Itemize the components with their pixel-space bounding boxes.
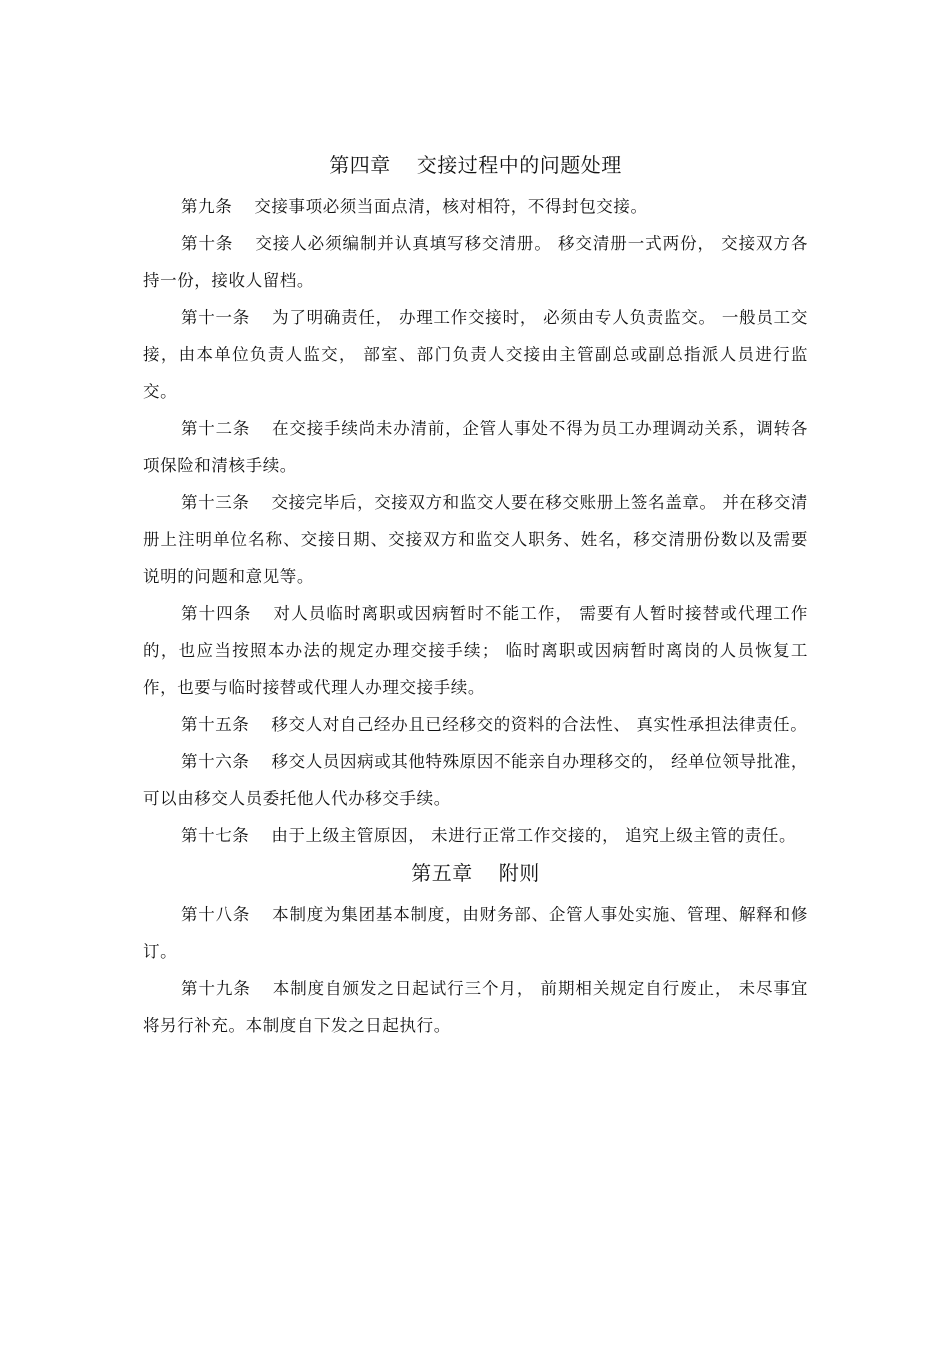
article-text: 交接完毕后，交接双方和监交人要在移交账册上签名盖章。 并在移交清册上注明单位名称、交接日期、交接双方和监交人职务、姓名，移交清册份数以及需要说明的问题和意见等。 bbox=[143, 493, 808, 586]
article-number: 第十九条 bbox=[181, 979, 251, 998]
article-text: 为了明确责任， 办理工作交接时， 必须由专人负责监交。 一般员工交接，由本单位负责人监交， 部室、部门负责人交接由主管副总或副总指派人员进行监交。 bbox=[143, 308, 808, 401]
article-number: 第十八条 bbox=[181, 905, 251, 924]
chapter-5-number: 第五章 bbox=[411, 861, 473, 885]
article-number: 第十六条 bbox=[181, 752, 250, 771]
article-text: 本制度为集团基本制度，由财务部、企管人事处实施、管理、解释和修订。 bbox=[143, 905, 808, 961]
article-number: 第十四条 bbox=[181, 604, 252, 623]
chapter-5-title bbox=[143, 856, 808, 890]
article-text: 移交人员因病或其他特殊原因不能亲自办理移交的， 经单位领导批准，可以由移交人员委托他人代办移交手续。 bbox=[143, 752, 808, 808]
article-15 bbox=[143, 706, 808, 743]
article-9 bbox=[143, 188, 808, 225]
article-text: 由于上级主管原因， 未进行正常工作交接的， 追究上级主管的责任。 bbox=[271, 826, 797, 845]
document-body bbox=[143, 148, 808, 1044]
chapter-4-number: 第四章 bbox=[329, 153, 391, 177]
article-text: 移交人对自己经办且已经移交的资料的合法性、 真实性承担法律责任。 bbox=[271, 715, 808, 734]
article-number: 第十三条 bbox=[181, 493, 250, 512]
article-18 bbox=[143, 896, 808, 970]
chapter-4-heading: 交接过程中的问题处理 bbox=[416, 153, 622, 177]
article-text: 交接人必须编制并认真填写移交清册。 移交清册一式两份， 交接双方各持一份，接收人留档。 bbox=[143, 234, 808, 290]
article-number: 第九条 bbox=[181, 197, 233, 216]
article-number: 第十七条 bbox=[181, 826, 250, 845]
article-number: 第十一条 bbox=[181, 308, 251, 327]
article-11 bbox=[143, 299, 808, 410]
article-16 bbox=[143, 743, 808, 817]
article-number: 第十二条 bbox=[181, 419, 251, 438]
article-number: 第十条 bbox=[181, 234, 234, 253]
article-text: 对人员临时离职或因病暂时不能工作， 需要有人暂时接替或代理工作的，也应当按照本办法的规定办理交接手续； 临时离职或因病暂时离岗的人员恢复工作，也要与临时接替或代理人办理交接手续。 bbox=[143, 604, 808, 697]
article-text: 交接事项必须当面点清，核对相符，不得封包交接。 bbox=[254, 197, 648, 216]
article-text: 在交接手续尚未办清前，企管人事处不得为员工办理调动关系，调转各项保险和清核手续。 bbox=[143, 419, 808, 475]
article-14 bbox=[143, 595, 808, 706]
article-number: 第十五条 bbox=[181, 715, 250, 734]
chapter-4-title bbox=[143, 148, 808, 182]
article-10 bbox=[143, 225, 808, 299]
article-19 bbox=[143, 970, 808, 1044]
article-17 bbox=[143, 817, 808, 854]
chapter-5-heading: 附则 bbox=[498, 861, 540, 885]
article-12 bbox=[143, 410, 808, 484]
article-13 bbox=[143, 484, 808, 595]
article-text: 本制度自颁发之日起试行三个月， 前期相关规定自行废止， 未尽事宜将另行补充。本制度自下发之日起执行。 bbox=[143, 979, 808, 1035]
